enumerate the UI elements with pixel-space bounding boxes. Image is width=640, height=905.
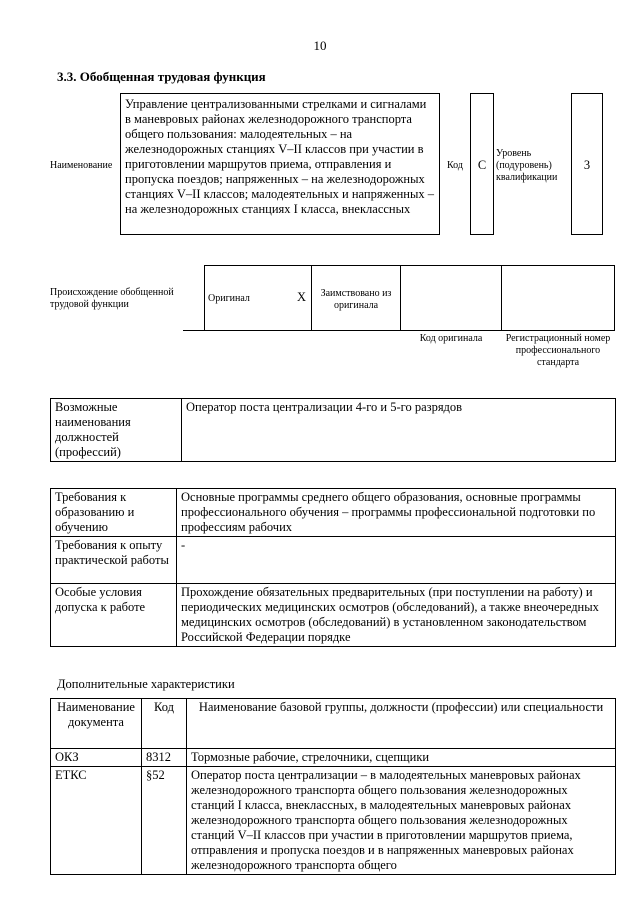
code-cell: §52 — [142, 767, 187, 875]
reg-number-label: Регистрационный номер профессионального стандарта — [505, 333, 611, 368]
page-number: 10 — [313, 38, 327, 53]
original-cell — [204, 265, 312, 331]
additional-title: Дополнительные характеристики — [57, 677, 235, 691]
requirement-value: Основные программы среднего общего образования, основные программы профессионального обучения – программы профессиональной подготовки по профессиям рабочих — [177, 489, 616, 537]
level-value: 3 — [583, 158, 591, 172]
requirement-value: Прохождение обязательных предварительных (при поступлении на работу) и периодических медицинских осмотров (обследований), а также внеочередных медицинских осмотров (обследований) в установленном законодательством Российской Федерации порядке — [177, 584, 616, 647]
possible-names-label: Возможные наименования должностей (профессий) — [51, 399, 182, 462]
origin-label: Происхождение обобщенной трудовой функции — [50, 287, 174, 310]
requirement-label: Требования к образованию и обучению — [51, 489, 177, 537]
possible-names-table — [50, 398, 616, 462]
table-row — [51, 399, 616, 462]
borrowed-cell — [311, 265, 401, 331]
requirement-label: Требования к опыту практической работы — [51, 537, 177, 584]
level-box — [571, 93, 603, 235]
table-row — [51, 489, 616, 537]
code-value: C — [477, 158, 487, 172]
origin-baseline — [183, 330, 205, 331]
reg-number-cell — [501, 265, 615, 331]
original-label: Оригинал — [208, 293, 250, 304]
level-label: Уровень (подуровень) квалификации — [496, 148, 558, 183]
requirements-table — [50, 488, 616, 647]
code-box — [470, 93, 494, 235]
table-row — [51, 537, 616, 584]
code-original-cell — [400, 265, 502, 331]
function-name-text: Управление централизованными стрелками и сигналами в маневровых районах железнодорожного транспорта общего пользования: малодеятельных – на железнодорожных станциях V–II классов при участии в приготовлении маршрутов приема, отправления и пропуска поездов; напряженных – на железнодорожных станциях V–II классов; малодеятельных и напряженных – на железнодорожных станциях I класса, внеклассных — [125, 97, 435, 216]
name-label: Наименование — [50, 160, 113, 171]
table-row — [51, 749, 616, 767]
borrowed-label: Заимствовано из оригинала — [320, 288, 392, 311]
table-row — [51, 767, 616, 875]
header-doc: Наименование документа — [51, 699, 142, 749]
doc-cell: ЕТКС — [51, 767, 142, 875]
requirement-label: Особые условия допуска к работе — [51, 584, 177, 647]
section-title: 3.3. Обобщенная трудовая функция — [57, 69, 266, 84]
name-cell: Оператор поста централизации – в малодеятельных маневровых районах железнодорожного транспорта общего пользования железнодорожных станций I класса, внеклассных, в малодеятельных маневровых районах железнодорожного транспорта общего пользования железнодорожных станций V–II классов при участии в приготовлении маршрутов приема, отправления и пропуска поездов и в напряженных маневровых районах железнодорожного транспорта общего — [187, 767, 616, 875]
additional-table — [50, 698, 616, 875]
requirement-value: - — [177, 537, 616, 584]
name-cell: Тормозные рабочие, стрелочники, сцепщики — [187, 749, 616, 767]
code-cell: 8312 — [142, 749, 187, 767]
possible-names-value: Оператор поста централизации 4-го и 5-го разрядов — [182, 399, 616, 462]
table-row — [51, 699, 616, 749]
table-row — [51, 584, 616, 647]
doc-cell: ОКЗ — [51, 749, 142, 767]
function-name-box — [120, 93, 440, 235]
code-original-label: Код оригинала — [419, 333, 483, 344]
header-name: Наименование базовой группы, должности (профессии) или специальности — [187, 699, 616, 749]
code-label: Код — [447, 160, 463, 171]
header-code: Код — [142, 699, 187, 749]
original-mark: X — [296, 290, 306, 304]
